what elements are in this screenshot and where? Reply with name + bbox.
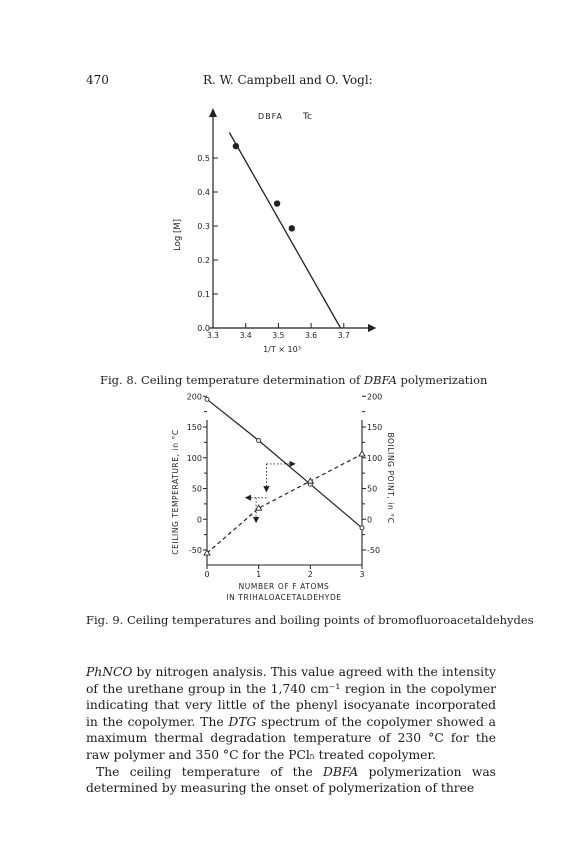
- left-axis-label: CEILING TEMPERATURE, in °C: [171, 429, 180, 555]
- x-tick-label: 3.7: [337, 331, 350, 340]
- figure-9-chart: [171, 392, 395, 602]
- x-axis-label-line2: IN TRIHALOACETALDEHYDE: [226, 593, 342, 602]
- right-tick-label: 100: [367, 453, 383, 463]
- p1-run: PhNCO: [86, 665, 133, 679]
- y-tick-label: 0.1: [197, 290, 210, 299]
- right-tick-label: 50: [367, 484, 378, 494]
- page-number: 470: [86, 73, 109, 87]
- figure-9-caption: Fig. 9. Ceiling temperatures and boiling points of bromofluoroacetaldehydes: [86, 613, 534, 627]
- x-tick-label: 0: [204, 570, 210, 579]
- series-point-0: [360, 526, 364, 530]
- series-point-1: [359, 451, 365, 456]
- series-point-0: [257, 439, 261, 443]
- left-tick-label: 200: [186, 392, 202, 402]
- left-tick-label: 100: [186, 453, 202, 463]
- y-tick-label: 0.5: [197, 154, 210, 163]
- body-text: [86, 664, 496, 797]
- x-tick-label: 3.4: [239, 331, 252, 340]
- figure-8-chart: [173, 108, 375, 354]
- x-tick-label: 2: [307, 570, 313, 579]
- y-axis-label: Log [M]: [173, 219, 183, 251]
- series-line-1: [207, 454, 362, 553]
- fit-line: [229, 133, 340, 329]
- series-point-0: [205, 397, 209, 401]
- chart-title: DBFA: [258, 112, 283, 121]
- data-point: [289, 225, 295, 231]
- x-tick-label: 1: [256, 570, 262, 579]
- p2-run: The ceiling temperature of the: [96, 764, 324, 779]
- p1-run: by nitrogen analysis. This value agreed with the intensity of the urethane group in the 1,740 cm⁻¹ region in the copolymer indicating that very little of the phenyl isocyanate incorporated in the copolymer. The: [86, 665, 496, 729]
- y-tick-label: 0.3: [197, 222, 210, 231]
- x-axis-label: 1/T × 10³: [263, 345, 301, 354]
- figure-8-caption: Fig. 8. Ceiling temperature determination of DBFA polymerization: [100, 373, 488, 387]
- left-tick-label: 50: [191, 484, 202, 494]
- y-tick-label: 0.4: [197, 188, 210, 197]
- x-tick-label: 3.6: [305, 331, 318, 340]
- right-axis-label: BOILING POINT, in °C: [386, 432, 395, 524]
- p2-run: DBFA: [323, 764, 359, 779]
- right-tick-label: 150: [367, 423, 383, 432]
- y-tick-label: 0.2: [197, 256, 210, 265]
- right-tick-label: 0: [367, 515, 373, 525]
- y-axis-arrow: [209, 108, 217, 117]
- running-title: R. W. Campbell and O. Vogl:: [203, 73, 373, 87]
- left-tick-label: 0: [196, 515, 202, 525]
- x-tick-label: 3.3: [207, 331, 219, 340]
- data-point: [233, 143, 239, 149]
- left-tick-label: -50: [188, 546, 202, 555]
- x-tick-label: 3: [359, 570, 365, 579]
- paragraph-2: [86, 764, 496, 797]
- data-point: [274, 200, 280, 206]
- p1-run: DTG: [228, 714, 257, 729]
- paragraph-1: [86, 664, 496, 764]
- y-tick-label: 0.0: [197, 324, 210, 333]
- right-tick-label: 200: [367, 392, 383, 402]
- x-tick-label: 3.5: [272, 331, 285, 340]
- right-tick-label: -50: [367, 546, 381, 555]
- x-axis-label-line1: NUMBER OF F ATOMS: [238, 582, 330, 591]
- p1-run: spectrum of the copolymer showed a maximum thermal degradation temperature of 230 °C for the raw polymer and 350 °C for the PCl₅ treated copolymer.: [86, 714, 496, 762]
- chart-title-tc: Tc: [303, 112, 312, 122]
- left-tick-label: 150: [186, 423, 202, 432]
- p2-run: polymerization was determined by measuring the onset of polymerization of three: [86, 764, 496, 796]
